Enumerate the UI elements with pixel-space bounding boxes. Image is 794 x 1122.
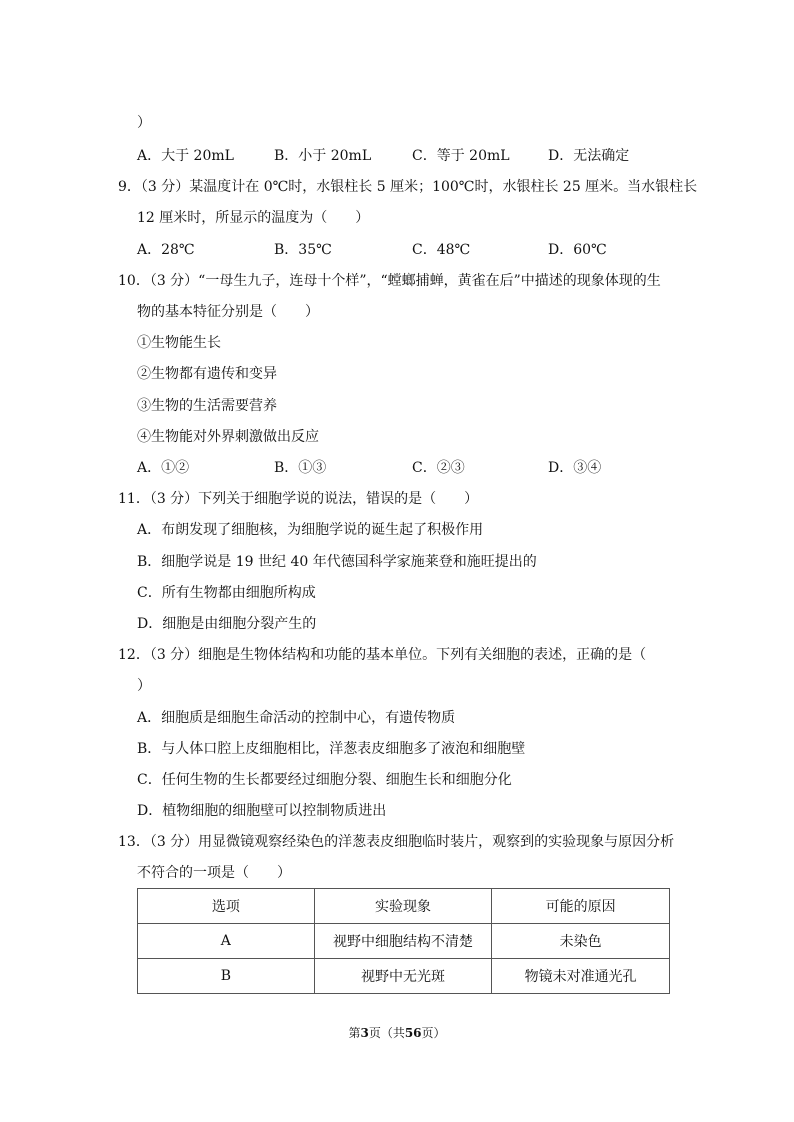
q11-option-a: A．布朗发现了细胞核，为细胞学说的诞生起了积极作用 — [137, 522, 484, 538]
q10-item-1: ①生物能生长 — [137, 335, 221, 351]
q11-option-d: D．细胞是由细胞分裂产生的 — [137, 616, 317, 632]
q10-option-a: A．①② — [137, 460, 190, 476]
q9-option-d: D．60℃ — [548, 242, 607, 258]
q10-item-3: ③生物的生活需要营养 — [137, 398, 277, 414]
q8-option-a: A．大于 20mL — [137, 148, 234, 164]
table-cell: 未染色 — [492, 924, 670, 959]
q10-stem-line1: 10．（3 分）“一母生九子，连母十个样”，“螳螂捕蝉，黄雀在后”中描述的现象体现的生 — [118, 273, 661, 289]
q11-stem: 11．（3 分）下列关于细胞学说的说法，错误的是（ ） — [118, 491, 479, 507]
q8-option-c: C．等于 20mL — [412, 148, 510, 164]
footer-suffix: 页） — [421, 1026, 446, 1040]
q8-option-b: B．小于 20mL — [274, 148, 372, 164]
q9-stem-line1: 9．（3 分）某温度计在 0℃时，水银柱长 5 厘米；100℃时，水银柱长 25 厘米。当水银柱长 — [118, 179, 698, 195]
page-footer — [0, 1024, 794, 1041]
q13-stem-line2: 不符合的一项是（ ） — [137, 865, 291, 881]
table-cell: A — [138, 924, 315, 959]
q11-option-c: C．所有生物都由细胞所构成 — [137, 585, 316, 601]
table-header-row — [138, 889, 670, 924]
table-row — [138, 924, 670, 959]
q10-item-4: ④生物能对外界刺激做出反应 — [137, 429, 319, 445]
q10-item-2: ②生物都有遗传和变异 — [137, 366, 277, 382]
footer-page-number: 3 — [360, 1026, 369, 1040]
q10-option-c: C．②③ — [412, 460, 465, 476]
footer-mid: 页（共 — [368, 1026, 405, 1040]
q12-option-d: D．植物细胞的细胞壁可以控制物质进出 — [137, 803, 387, 819]
footer-total-pages: 56 — [404, 1026, 422, 1040]
q11-option-b: B．细胞学说是 19 世纪 40 年代德国科学家施莱登和施旺提出的 — [137, 554, 537, 570]
q12-option-a: A．细胞质是细胞生命活动的控制中心，有遗传物质 — [137, 710, 456, 726]
q9-option-c: C．48℃ — [412, 242, 471, 258]
table-header-reason: 可能的原因 — [492, 889, 670, 924]
q12-option-b: B．与人体口腔上皮细胞相比，洋葱表皮细胞多了液泡和细胞壁 — [137, 741, 526, 757]
q12-stem-line2: ） — [137, 678, 151, 694]
q10-stem-line2: 物的基本特征分别是（ ） — [137, 304, 319, 320]
q12-stem-line1: 12．（3 分）细胞是生物体结构和功能的基本单位。下列有关细胞的表述，正确的是（ — [118, 647, 647, 663]
table-cell: 视野中无光斑 — [314, 959, 492, 994]
q12-option-c: C．任何生物的生长都要经过细胞分裂、细胞生长和细胞分化 — [137, 772, 512, 788]
q9-option-b: B．35℃ — [274, 242, 332, 258]
table-cell: 物镜未对准通光孔 — [492, 959, 670, 994]
table-cell: 视野中细胞结构不清楚 — [314, 924, 492, 959]
q9-stem-line2: 12 厘米时，所显示的温度为（ ） — [137, 210, 370, 226]
table-header-option: 选项 — [138, 889, 315, 924]
q13-table — [137, 888, 670, 994]
q8-option-d: D．无法确定 — [548, 148, 630, 164]
table-cell: B — [138, 959, 315, 994]
q10-option-b: B．①③ — [274, 460, 327, 476]
footer-prefix: 第 — [348, 1026, 361, 1040]
q13-stem-line1: 13．（3 分）用显微镜观察经染色的洋葱表皮细胞临时装片，观察到的实验现象与原因分析 — [118, 834, 675, 850]
q9-option-a: A．28℃ — [137, 242, 195, 258]
q8-line-tail: ） — [137, 115, 151, 131]
table-header-phenomenon: 实验现象 — [314, 889, 492, 924]
table-row — [138, 959, 670, 994]
q10-option-d: D．③④ — [548, 460, 602, 476]
